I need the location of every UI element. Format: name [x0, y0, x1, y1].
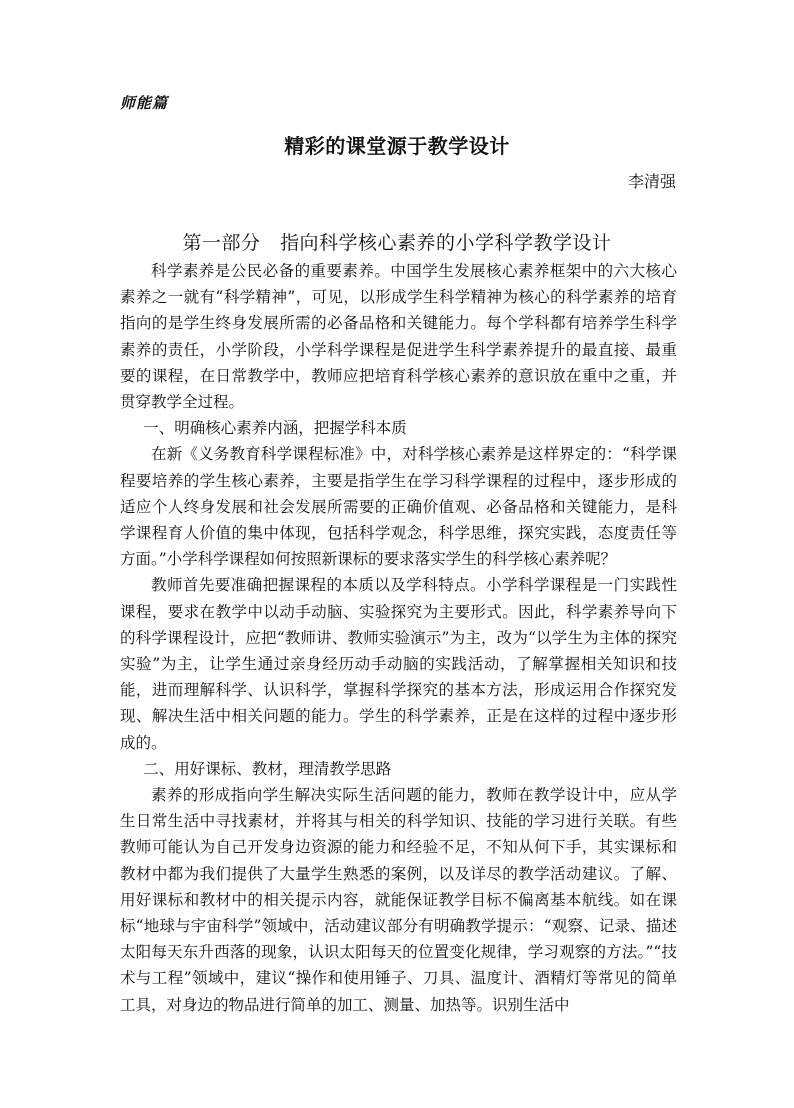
subheading-two: 二、用好课标、教材，理清教学思路 — [143, 759, 392, 778]
article-title: 精彩的课堂源于教学设计 — [284, 134, 510, 158]
article-body — [120, 258, 677, 1018]
paragraph-course-nature: 教师首先要准确把握课程的本质以及学科特点。小学科学课程是一门实践性课程，要求在教学中以动手动脑、实验探究为主要形式。因此，科学素养导向下的科学课程设计，应把“教师讲、教师实验演示”为主，改为“以学生为主体的探究实验”为主，让学生通过亲身经历动手动脑的实践活动，了解掌握相关知识和技能，进而理解科学、认识科学，掌握科学探究的基本方法，形成运用合作探究发现、解决生活中相关问题的能力。学生的科学素养，正是在这样的过程中逐步形成的。 — [120, 576, 677, 752]
paragraph-curriculum-standard: 在新《义务教育科学课程标准》中，对科学核心素养是这样界定的：“科学课程要培养的学生核心素养，主要是指学生在学习科学课程的过程中，逐步形成的适应个人终身发展和社会发展所需要的正确价值观、必备品格和关键能力，是科学课程育人价值的集中体现，包括科学观念，科学思维，探究实践，态度责任等方面。”小学科学课程如何按照新课标的要求落实学生的科学核心素养呢？ — [120, 445, 677, 569]
author-name: 李清强 — [627, 172, 676, 191]
section-heading: 第一部分 指向科学核心素养的小学科学教学设计 — [182, 232, 612, 254]
paragraph-use-standards: 素养的形成指向学生解决实际生活问题的能力，教师在教学设计中，应从学生日常生活中寻找素材，并将其与相关的科学知识、技能的学习进行关联。有些教师可能认为自己开发身边资源的能力和经验不足，不知从何下手，其实课标和教材中都为我们提供了大量学生熟悉的案例，以及详尽的教学活动建议。了解、用好课标和教材中的相关提示内容，就能保证教学目标不偏离基本航线。如在课标“地球与宇宙科学”领域中，活动建议部分有明确教学提示：“观察、记录、描述太阳每天东升西落的现象，认识太阳每天的位置变化规律，学习观察的方法。”“技术与工程”领域中，建议“操作和使用锤子、刀具、温度计、酒精灯等常见的简单工具，对身边的物品进行简单的加工、测量、加热等。识别生活中 — [120, 786, 677, 1014]
header-tag: 师能篇 — [120, 94, 169, 112]
subheading-one: 一、明确核心素养内涵，把握学科本质 — [143, 419, 407, 438]
paragraph-intro: 科学素养是公民必备的重要素养。中国学生发展核心素养框架中的六大核心素养之一就有“科学精神”，可见，以形成学生科学精神为核心的科学素养的培育指向的是学生终身发展所需的必备品格和关键能力。每个学科都有培养学生科学素养的责任，小学阶段，小学科学课程是促进学生科学素养提升的最直接、最重要的课程，在日常教学中，教师应把培育科学核心素养的意识放在重中之重，并贯穿教学全过程。 — [120, 262, 677, 412]
